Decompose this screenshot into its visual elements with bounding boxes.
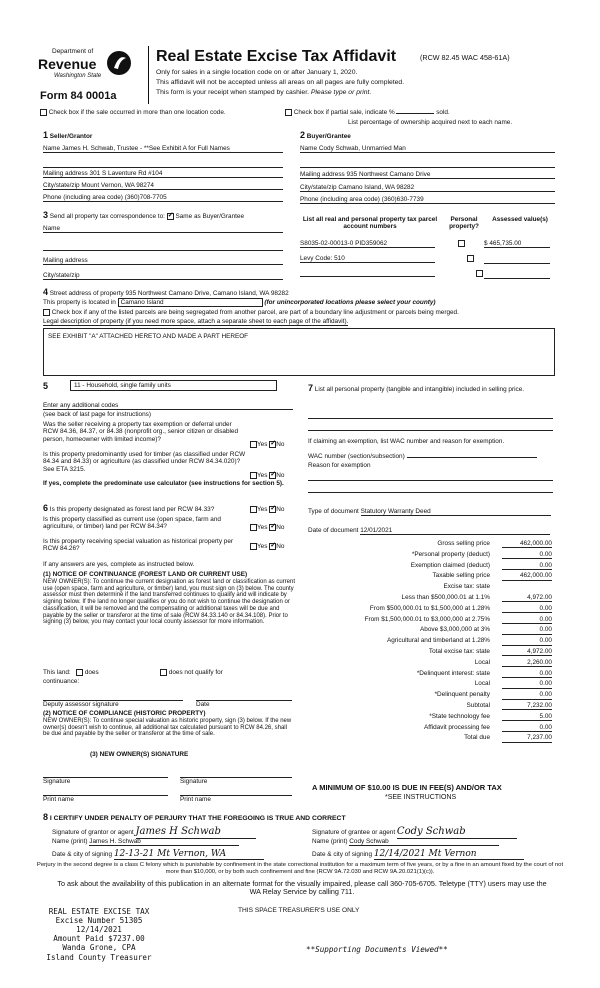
- grantor-date-field[interactable]: 12-13-21 Mt Vernon, WA: [114, 849, 264, 860]
- tax-row-label: Total excise tax: state: [428, 648, 490, 655]
- tax-row: [306, 702, 552, 711]
- wac-label: WAC number (section/subsection): [308, 453, 405, 460]
- treasurer-stamp: [34, 907, 164, 962]
- availability-notice: To ask about the availability of this publication in an alternate format for the visually impaired, please call 360-705-6705. Teletype (TTY) users may use the WA Relay Service by calling 711.: [57, 879, 547, 897]
- grantee-signature[interactable]: Cody Schwab: [397, 826, 517, 839]
- tax-row-value[interactable]: 7,232.00: [502, 702, 552, 710]
- personal-property-checkbox-1[interactable]: [458, 240, 465, 247]
- compliance-body: NEW OWNER(S): To continue special valuation as historic property, sign (3) below. If the new owner(s) doesn't wish to continue, all additional tax calculated pursuant to RCW 84.26, shall be due and payable by the seller or transferor at the time of sale.: [43, 718, 292, 738]
- personal-col-header: Personal property?: [449, 216, 479, 231]
- deputy-date-label: Date: [196, 701, 210, 708]
- buyer-name-label: Name: [300, 145, 318, 152]
- does-not-label: does not qualify for: [168, 669, 223, 677]
- tax-row-label: Local: [474, 658, 490, 666]
- tax-row: [306, 713, 552, 722]
- tax-row: [306, 594, 552, 603]
- supporting-docs: **Supporting Documents Viewed**: [306, 945, 448, 954]
- q6-3-no-checkbox[interactable]: [269, 543, 276, 550]
- yes-label: Yes: [257, 506, 268, 514]
- dept-line3: Washington State: [54, 73, 102, 79]
- minimum-due-note: A MINIMUM OF $10.00 IS DUE IN FEE(S) AND/OR TAX: [312, 783, 502, 792]
- dor-logo: [38, 48, 138, 86]
- new-owner-signature-title: (3) NEW OWNER(S) SIGNATURE: [90, 751, 189, 758]
- same-as-buyer-checkbox[interactable]: [167, 213, 174, 220]
- this-land-label: This land:: [43, 669, 71, 677]
- additional-codes-note: (see back of last page for instructions): [43, 411, 151, 418]
- section8-num: 8: [43, 812, 49, 822]
- seller-phone-label: Phone (including area code): [43, 194, 123, 201]
- partial-sale-percent-field[interactable]: [396, 113, 434, 114]
- q6-3-text: Is this property receiving special valuation as historical property per RCW 84.26?: [43, 538, 234, 553]
- tax-row-label: Taxable selling price: [432, 572, 490, 580]
- dor-emblem-icon: [106, 50, 132, 76]
- continuance-body: NEW OWNER(S): To continue the current designation as forest land or classification as current use (open space, farm and agriculture, or timber) land, you must sign on (3) below. The county assessor must then determine if the land transferred continues to qualify and will indicate by signing below. If the land no longer qualifies or you do not wish to continue the designation or classification, it will be removed and the compensating or additional taxes will be due and payable by the seller or transferor at the time of sale (RCW 84.33.140 or 84.34.108). Prior to signing (3) below, you may contact your local county assessor for more information.: [43, 579, 295, 626]
- tax-row: [306, 562, 552, 571]
- buyer-heading: Buyer/Grantee: [306, 133, 351, 140]
- grantor-signature[interactable]: James H Schwab: [136, 826, 256, 839]
- tax-row-value[interactable]: 0.00: [502, 637, 552, 645]
- buyer-num: 2: [300, 130, 306, 140]
- section3-label: Send all property tax correspondence to:: [49, 213, 165, 220]
- tax-row-value[interactable]: 4,972.00: [502, 648, 552, 656]
- tax-row-label: Exemption claimed (deduct): [410, 561, 490, 569]
- seller-name-field[interactable]: James H. Schwab, Trustee - **See Exhibit A for Full Names: [61, 145, 230, 152]
- partial-sale-label: Check box if partial sale, indicate %: [293, 109, 395, 117]
- tax-row-value[interactable]: 0.00: [502, 691, 552, 699]
- tax-row-label: Total due: [464, 734, 490, 742]
- grantor-name-label: Name (print): [52, 838, 88, 845]
- doc-type-label: Type of document: [308, 508, 359, 515]
- section3-num: 3: [43, 210, 49, 220]
- grantor-name-field[interactable]: James H. Schwab: [89, 838, 239, 846]
- tax-row-value[interactable]: 0.00: [502, 680, 552, 688]
- partial-sale-checkbox[interactable]: [285, 109, 292, 116]
- multi-location-label: Check box if the sale occurred in more than one location code.: [48, 109, 226, 117]
- boundary-label: Check box if any of the listed parcels are being segregated from another parcel, are part of a boundary line adjustment or parcels being merged.: [51, 309, 459, 317]
- tax-row-label: Agricultural and timberland at 1.28%: [386, 637, 490, 645]
- tax-row-value[interactable]: 0.00: [502, 562, 552, 570]
- tax-row-value[interactable]: 7,237.00: [502, 734, 552, 742]
- legal-description-box[interactable]: [43, 328, 555, 376]
- tax-row: [306, 551, 552, 560]
- print-name-label-2: Print name: [180, 796, 211, 803]
- tax-row-value[interactable]: 0.00: [502, 551, 552, 559]
- buyer-mailing-label: Mailing address: [300, 171, 345, 178]
- no-label: No: [276, 524, 285, 532]
- partial-sale-sold: sold.: [436, 109, 450, 117]
- tax-row: [306, 659, 552, 668]
- reason-label: Reason for exemption: [308, 462, 371, 469]
- tax-row: [306, 616, 552, 625]
- tax-row-label: *State technology fee: [429, 712, 490, 720]
- tax-row: [306, 734, 552, 743]
- buyer-city-field[interactable]: Camano Island, WA 98282: [338, 184, 415, 191]
- tax-row: [306, 680, 552, 689]
- stamp-line3: 12/14/2021: [76, 925, 122, 935]
- grantee-date-label: Date & city of signing: [312, 851, 373, 858]
- exemption-label: If claiming an exemption, list WAC number and reason for exemption.: [308, 438, 505, 445]
- grantee-name-label: Name (print): [312, 838, 348, 845]
- tax-row-label: Affidavit processing fee: [424, 723, 490, 731]
- tax-row-value[interactable]: 0.00: [502, 605, 552, 613]
- buyer-name-field[interactable]: Cody Schwab, Unmarried Man: [318, 145, 406, 152]
- compliance-title: (2) NOTICE OF COMPLIANCE (HISTORIC PROPERTY): [43, 710, 206, 717]
- levy-code-field[interactable]: Levy Code: 510: [300, 255, 435, 263]
- tax-row: [306, 605, 552, 614]
- same-as-buyer-label: Same as Buyer/Grantee: [175, 213, 245, 220]
- personal-property-checkbox-2[interactable]: [467, 255, 474, 262]
- tax-row-label: Gross selling price: [437, 540, 490, 547]
- seller-mailing-field[interactable]: 301 S Laventure Rd #104: [89, 170, 163, 177]
- subtitle-3: This form is your receipt when stamped by cashier.: [156, 89, 309, 96]
- section7-num: 7: [308, 383, 314, 393]
- street-field[interactable]: 935 Northwest Camano Drive, Camano Island, WA 98282: [125, 290, 289, 297]
- continuance-title: (1) NOTICE OF CONTINUANCE (FOREST LAND OR CURRENT USE): [43, 571, 248, 578]
- q6-2-yes-checkbox[interactable]: [250, 524, 257, 531]
- buyer-city-label: City/state/zip: [300, 184, 337, 191]
- tax-row: [306, 670, 552, 679]
- tax-row: [306, 572, 552, 581]
- q6-2-no-checkbox[interactable]: [269, 524, 276, 531]
- tax-row-label: From $500,000.01 to $1,500,000 at 1.28%: [369, 604, 490, 612]
- buyer-phone-label: Phone (including area code): [300, 196, 380, 203]
- located-note: (for unincorporated locations please select your county): [264, 299, 436, 306]
- legal-description: SEE EXHIBIT "A" ATTACHED HERETO AND MADE A PART HEREOF: [48, 333, 249, 340]
- doc-type-field[interactable]: Statutory Warranty Deed: [361, 508, 551, 516]
- grantee-signature-label: Signature of grantee or agent: [312, 829, 396, 836]
- stamp-line6: Island County Treasurer: [46, 952, 152, 962]
- subtitle-3-italic: Please type or print.: [310, 89, 372, 96]
- partial-sale-note: List percentage of ownership acquired next to each name.: [348, 119, 513, 126]
- tax-row: [306, 724, 552, 733]
- q6-1-yes-checkbox[interactable]: [250, 506, 257, 513]
- see-instructions: *SEE INSTRUCTIONS: [385, 794, 457, 801]
- additional-codes-label: Enter any additional codes: [43, 402, 119, 409]
- rcw-ref: (RCW 82.45 WAC 458-61A): [420, 53, 510, 62]
- located-select[interactable]: Camano Island: [118, 298, 263, 307]
- boundary-checkbox[interactable]: [43, 309, 50, 316]
- tax-row-label: Excise tax: state: [443, 583, 490, 591]
- section6-num: 6: [43, 503, 49, 513]
- tax-row-value[interactable]: 0.00: [502, 724, 552, 732]
- section3-city-label: City/state/zip: [43, 272, 80, 279]
- street-label: Street address of property: [49, 290, 124, 297]
- seller-city-label: City/state/zip: [43, 182, 80, 189]
- section4-num: 4: [43, 287, 49, 297]
- subtitle-2: This affidavit will not be accepted unless all areas on all pages are fully completed.: [156, 79, 405, 86]
- seller-heading: Seller/Grantor: [49, 133, 93, 140]
- parcel-col-header: List all real and personal property tax parcel account numbers: [302, 216, 438, 231]
- subtitle-1: Only for sales in a single location code on or after January 1, 2020.: [156, 69, 358, 76]
- grantee-date-field[interactable]: 12/14/2021 Mt Vernon: [374, 849, 524, 860]
- yes-label: Yes: [257, 524, 268, 532]
- land-does-checkbox[interactable]: [76, 669, 83, 676]
- doc-date-field[interactable]: 12/01/2021: [360, 527, 550, 535]
- no-label: No: [276, 441, 285, 449]
- signature-label-2: Signature: [180, 778, 208, 785]
- stamp-line4: Amount Paid $7237.00: [53, 934, 145, 944]
- deputy-signature-label: Deputy assessor signature: [43, 701, 119, 708]
- multi-location-checkbox[interactable]: [40, 109, 47, 116]
- tax-table: [306, 540, 552, 740]
- dept-line2: Revenue: [38, 56, 97, 72]
- parcel-number-field[interactable]: S8035-02-00013-0 PID359062: [300, 240, 435, 248]
- yes-label: Yes: [257, 472, 268, 480]
- no-label: No: [276, 543, 285, 551]
- assessed-col-header: Assessed value(s): [492, 216, 548, 223]
- q5-1-no-checkbox[interactable]: [269, 441, 276, 448]
- q6-3-yes-checkbox[interactable]: [250, 543, 257, 550]
- q5-1-text: Was the seller receiving a property tax exemption or deferral under RCW 84.36, 84.37, or 84.38 (nonprofit org., senior citizen or disabled person, homeowner with limited income)?: [43, 421, 239, 443]
- tax-row-value[interactable]: 5.00: [502, 713, 552, 721]
- section5-num: 5: [43, 381, 49, 391]
- land-does-not-checkbox[interactable]: [160, 669, 167, 676]
- tax-row: [306, 583, 552, 592]
- wac-field[interactable]: [407, 457, 537, 458]
- tax-row-label: From $1,500,000.01 to $3,000,000 at 2.75%: [364, 615, 490, 623]
- q5-2-note: If yes, complete the predominate use calculator (see instructions for section 5).: [43, 480, 284, 487]
- q5-1-yes-checkbox[interactable]: [250, 441, 257, 448]
- yes-label: Yes: [257, 441, 268, 449]
- q6-1-text: Is this property designated as forest land per RCW 84.33?: [49, 506, 215, 513]
- tax-row-label: *Delinquent penalty: [434, 691, 490, 699]
- certify-text: I CERTIFY UNDER PENALTY OF PERJURY THAT THE FOREGOING IS TRUE AND CORRECT: [49, 815, 346, 822]
- section3-name-label: Name: [43, 225, 61, 232]
- section6-note: If any answers are yes, complete as instructed below.: [43, 561, 195, 568]
- tax-row-value[interactable]: 462,000.00: [502, 572, 552, 580]
- tax-row: [306, 637, 552, 646]
- seller-city-field[interactable]: Mount Vernon, WA 98274: [81, 182, 154, 189]
- tax-row-label: Local: [474, 680, 490, 688]
- tax-row-value[interactable]: 4,972.00: [502, 594, 552, 602]
- seller-num: 1: [43, 130, 49, 140]
- tax-row: [306, 691, 552, 700]
- section7-label: List all personal property (tangible and intangible) included in selling price.: [314, 386, 525, 393]
- section3-mailing-label: Mailing address: [43, 257, 88, 264]
- tax-row-value[interactable]: 0.00: [502, 670, 552, 678]
- doc-date-label: Date of document: [308, 527, 359, 534]
- grantor-date-label: Date & city of signing: [52, 851, 113, 858]
- tax-row-value[interactable]: 0.00: [502, 616, 552, 624]
- tax-row-label: *Delinquent interest: state: [416, 669, 490, 677]
- personal-property-checkbox-3[interactable]: [476, 270, 483, 277]
- tax-row: [306, 626, 552, 635]
- assessed-value-field[interactable]: $ 465,735.00: [484, 240, 550, 248]
- tax-row-value[interactable]: 462,000.00: [502, 540, 552, 548]
- yes-label: Yes: [257, 543, 268, 551]
- does-label: does: [84, 669, 99, 677]
- tax-row-value[interactable]: 2,260.00: [502, 659, 552, 667]
- perjury-notice: Perjury in the second degree is a class C felony which is punishable by confinement in the state correctional institution for a maximum term of five years, or by a fine in an amount fixed by the court of not more than $10,000, or by both such confinement and fine (RCW 9A.72.030 and RCW 9A.20.021(1)(c)).: [36, 862, 564, 875]
- q5-2-text: Is this property predominantly used for timber (as classified under RCW 84.34 and 84.33) or agriculture (as classified under RCW 84.34.020)? See ETA 3215.: [43, 451, 246, 473]
- tax-row: [306, 540, 552, 549]
- print-name-label-1: Print name: [43, 796, 74, 803]
- seller-phone-field[interactable]: (360)708-7705: [124, 194, 167, 201]
- stamp-line2: Excise Number 51305: [55, 916, 143, 926]
- no-label: No: [276, 506, 285, 514]
- tax-row-label: Subtotal: [466, 702, 490, 709]
- tax-row-label: Less than $500,000.01 at 1.1%: [401, 594, 490, 601]
- seller-mailing-label: Mailing address: [43, 170, 88, 177]
- treasurer-space: THIS SPACE TREASURER'S USE ONLY: [238, 907, 360, 914]
- q5-2-yes-checkbox[interactable]: [250, 472, 257, 479]
- stamp-line1: REAL ESTATE EXCISE TAX: [48, 907, 150, 916]
- seller-name-label: Name: [43, 145, 61, 152]
- legal-label: Legal description of property (if you need more space, attach a separate sheet to each page of the affidavit).: [43, 318, 349, 325]
- buyer-mailing-field[interactable]: 935 Northwest Camano Drive: [346, 171, 431, 178]
- tax-row-label: *Personal property (deduct): [411, 550, 490, 558]
- q6-2-text: Is this property classified as current use (open space, farm and agriculture, or timber) land per RCW 84.34?: [43, 516, 221, 531]
- page-title: Real Estate Excise Tax Affidavit: [156, 48, 397, 65]
- tax-row: [306, 648, 552, 657]
- land-use-code-select[interactable]: 11 - Household, single family units: [70, 380, 277, 391]
- q6-1-no-checkbox[interactable]: [269, 506, 276, 513]
- located-label: This property is located in: [43, 299, 116, 306]
- stamp-line5: Wanda Grone, CPA: [62, 943, 136, 953]
- grantor-signature-label: Signature of grantor or agent: [52, 829, 134, 836]
- tax-row-value[interactable]: 0.00: [502, 626, 552, 634]
- no-label: No: [276, 472, 285, 480]
- q5-2-no-checkbox[interactable]: [269, 472, 276, 479]
- buyer-phone-field[interactable]: (360)630-7739: [381, 196, 424, 203]
- dept-line1: Department of: [52, 48, 94, 55]
- signature-label-1: Signature: [43, 778, 71, 785]
- grantee-name-field[interactable]: Cody Schwab: [349, 838, 499, 846]
- tax-row-label: Above $3,000,000 at 3%: [420, 626, 490, 634]
- form-number: Form 84 0001a: [40, 90, 117, 102]
- continuance-label: continuance:: [43, 678, 80, 685]
